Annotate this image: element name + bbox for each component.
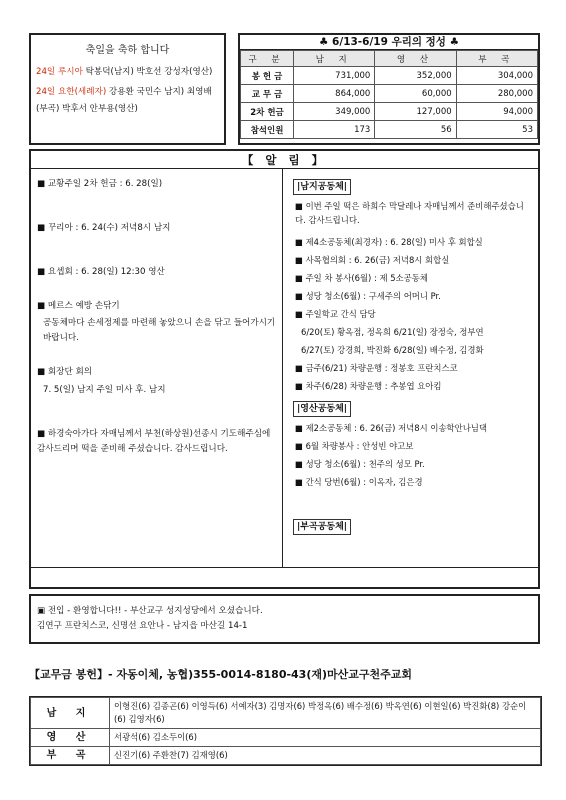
notice-item: ■ 꾸리아 : 6. 24(수) 저녁8시 남지 [37,223,171,233]
notice-detail: 7. 5(일) 남지 주일 미사 후. 남지 [43,385,166,395]
notice-item: ■ 6월 차량봉사 : 안성빈 야고보 [295,441,414,451]
notice-detail: 공동체마다 손세정제를 마련해 놓았으니 손을 닦고 들어가시기 바랍니다. [43,318,276,343]
table-row [31,747,541,765]
notice-bottom-strip [31,567,538,588]
notice-item: ■ 주일 차 봉사(6월) : 제 5소공동체 [295,273,428,283]
offering-cell: 731,000 [294,67,375,85]
offering-cell: 127,000 [375,103,456,121]
group-label-namji: |남지공동체| [293,179,351,195]
notice-item: ■ 차주(6/28) 차량운행 : 추봉엽 요아킴 [295,381,442,391]
notice-item: ■ 간식 당번(6월) : 이옥자, 김은경 [295,477,423,487]
group-label-bugok: |부곡공동체| [293,519,351,535]
feast-date-name: 24일 요한(세례자) [36,87,107,97]
notice-title: 【 알 림 】 [31,151,538,169]
notice-item: ■ 제2소공동체 : 6. 26(금) 저녁8시 이송학안나님댁 [295,423,487,433]
notice-detail: 6/20(토) 황옥점, 정옥희 6/21(일) 장정숙, 정부연 [301,327,484,337]
offering-cell: 352,000 [375,67,456,85]
offering-cell: 864,000 [294,85,375,103]
table-row [31,698,541,729]
welcome-line: ▣ 전입 - 환영합니다!! - 부산교구 성지성당에서 오셨습니다. [37,606,263,616]
welcome-box [29,594,540,644]
group-label-yeongsan: |영산공동체| [293,401,351,417]
feast-item [36,64,219,81]
notice-detail: 6/27(토) 강경희, 박진화 6/28(일) 배수정, 김경화 [301,345,484,355]
notice-item: ■ 주일학교 간식 담당 [295,309,376,319]
offering-cell: 280,000 [456,85,537,103]
offering-table-box [238,33,540,145]
notice-item: ■ 교황주일 2차 헌금 : 6. 28(일) [37,179,163,189]
offering-header-cell: 구 분 [241,51,294,67]
notice-item: ■ 제4소공동체(최경자) : 6. 28(일) 미사 후 회합실 [295,237,483,247]
offering-row [241,103,538,121]
offering-header-cell: 영 산 [375,51,456,67]
payers-names: 신진기(6) 주환찬(7) 김재영(6) [110,747,541,765]
payers-table [30,697,541,765]
notice-item: ■ 금주(6/21) 차량운행 : 정봉호 프란치스코 [295,363,458,373]
offering-row-label: 교 무 금 [241,85,294,103]
bank-info: 【교무금 봉헌】- 자동이체, 농협)355-0014-8180-43(재)마산교구천주교회 [29,668,413,681]
offering-cell: 173 [294,121,375,139]
offering-row [241,67,538,85]
notice-item: ■ 회장단 회의 [37,367,93,377]
offering-header-row [241,51,538,67]
notice-item: ■ 요셉회 : 6. 28(일) 12:30 영산 [37,267,165,277]
offering-cell: 60,000 [375,85,456,103]
offering-row [241,121,538,139]
offering-row-label: 참석인원 [241,121,294,139]
notice-right-column [283,169,538,567]
payers-table-box [29,696,542,766]
payers-names: 이형진(6) 김종곤(6) 이영득(6) 서예자(3) 김명자(6) 박정옥(6) 배수정(6) 박옥연(6) 이현일(6) 박진화(8) 강순이(6) 김영자(6) [110,698,541,729]
feast-names: 탁봉덕(남지) 박호선 강성자(영산) [82,67,213,77]
payers-names: 서광석(6) 김소두이(6) [110,729,541,747]
table-row [31,729,541,747]
offering-title: ♣ 6/13-6/19 우리의 정성 ♣ [240,35,538,50]
offering-cell: 94,000 [456,103,537,121]
notice-item: ■ 사목협의회 : 6. 26(금) 저녁8시 회합실 [295,255,450,265]
payers-label: 남 지 [31,698,110,729]
offering-row-label: 2차 헌금 [241,103,294,121]
notice-item: ■ 하경숙아가다 자매님께서 부천(하상원)선종시 기도해주심에 감사드리며 떡을 준비해 주셨습니다. 감사드립니다. [37,429,271,454]
feast-box [29,33,226,145]
payers-label: 부 곡 [31,747,110,765]
notice-box [29,149,540,589]
payers-label: 영 산 [31,729,110,747]
feast-date-name: 24일 루시아 [36,67,83,77]
notice-item: ■ 메르스 예방 손닦기 [37,301,120,311]
offering-cell: 56 [375,121,456,139]
offering-header-cell: 부 곡 [456,51,537,67]
offering-header-cell: 남 지 [294,51,375,67]
feast-title: 축일을 축하 합니다 [85,45,170,56]
notice-item: ■ 성당 청소(6월) : 구세주의 어머니 Pr. [295,291,441,301]
offering-cell: 304,000 [456,67,537,85]
feast-names: 강용환 국민수 남지) 최영배(부곡) 박후서 안부용(영산) [36,87,212,114]
offering-row-label: 봉 헌 금 [241,67,294,85]
notice-left-column [31,169,283,567]
notice-item: ■ 이번 주일 떡은 하희수 막달레나 자매님께서 준비해주셨습니다. 감사드립니다. [295,201,524,225]
offering-cell: 53 [456,121,537,139]
welcome-names: 김연구 프란치스코, 신명선 요안나 - 남지읍 마산길 14-1 [37,621,248,631]
offering-table [240,50,538,139]
offering-row [241,85,538,103]
feast-item [36,84,219,118]
offering-cell: 349,000 [294,103,375,121]
notice-item: ■ 성당 청소(6월) : 천주의 성모 Pr. [295,459,425,469]
